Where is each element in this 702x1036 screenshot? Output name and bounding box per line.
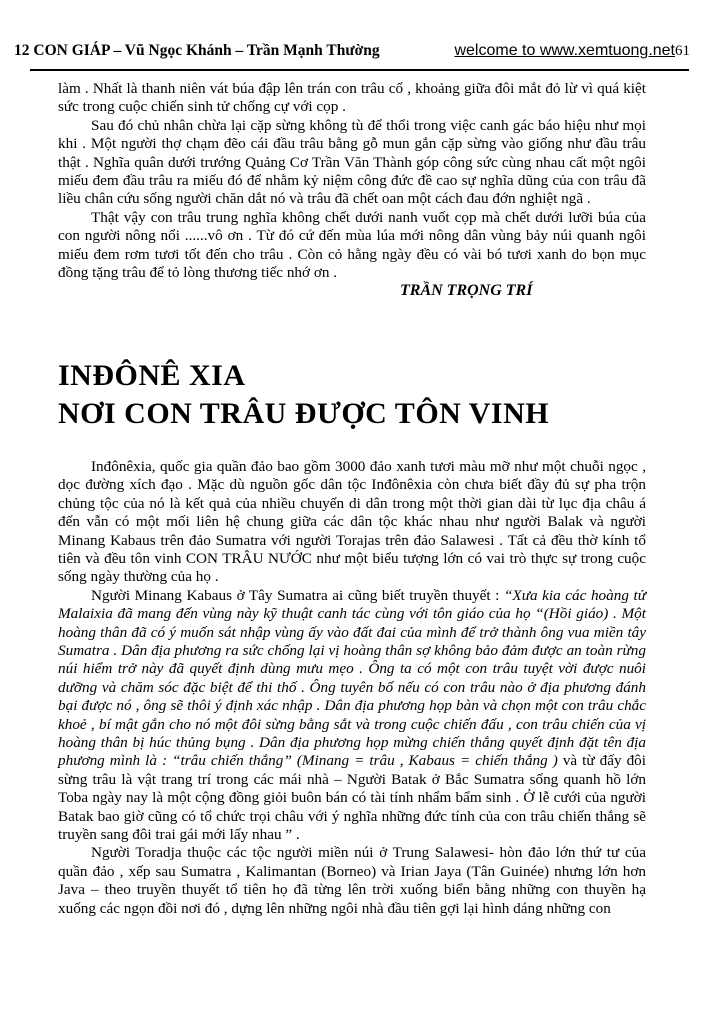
author-signature: TRẦN TRỌNG TRÍ	[400, 282, 533, 300]
legend-lead-text: Người Minang Kabaus ở Tây Sumatra ai cũng biết truyền thuyết :	[91, 586, 504, 604]
section-heading-line2: NƠI CON TRÂU ĐƯỢC TÔN VINH	[58, 396, 550, 430]
paragraph-minang-legend	[58, 587, 646, 845]
paragraph-toradja: Người Toradja thuộc các tộc người miền núi ở Trung Salawesi- hòn đảo lớn thứ tư của quần đảo , xếp sau Sumatra , Kalimantan (Borneo) và Irian Jaya (Tân Guinée) nhưng lớn hơn Java – theo truyền thuyết tổ tiên họ đã từng lên trời xuống biển bằng những con thuyền hạ xuống các ngọn đồi nơi đó , dựng lên những ngôi nhà đầu tiên gợi lại hình dáng những con	[58, 844, 646, 917]
section-heading	[58, 357, 646, 433]
page-body	[58, 80, 646, 918]
header-divider	[30, 69, 689, 71]
book-title: 12 CON GIÁP – Vũ Ngọc Khánh – Trần Mạnh Thường	[14, 42, 380, 59]
paragraph-story-3: Thật vậy con trâu trung nghĩa không chết dưới nanh vuốt cọp mà chết dưới lưỡi búa của con người nông nổi ......vô ơn . Từ đó cứ đến mùa lúa mới nông dân vùng bảy núi quanh ngôi miếu đem rơm tươi tốt đến cho trâu . Còn cỏ hằng ngày đều có vài bó tươi xanh do bọn mục đồng tặng trâu để tỏ lòng thương tiếc nhớ ơn .	[58, 208, 646, 282]
paragraph-story-continuation: làm . Nhất là thanh niên vát búa đập lên trán con trâu cổ , khoảng giữa đôi mắt đỏ lừ vì quá kiệt sức trong cuộc chiến sinh tử chống cự với cọp .	[58, 80, 646, 116]
header-right-group	[454, 42, 690, 60]
section-heading-line1: INĐÔNÊ XIA	[58, 358, 246, 392]
page-number: 61	[675, 43, 690, 59]
paragraph-indonesia-intro: Inđônêxia, quốc gia quần đảo bao gồm 3000 đảo xanh tươi màu mỡ như một chuỗi ngọc , dọc đường xích đạo . Mặc dù nguồn gốc dân tộc Inđônêxia còn chưa biết đầy đủ sự pha trộn chủng tộc của nó là kết quả của nhiều chuyến di dân trong một thời gian dài từ lục địa châu á đến vẫn có một mối liên hệ chung giữa các dân tộc khác nhau như người Balak và người Minang Kabaus trên đảo Sumatra với người Torajas trên đảo Salawesi . Tất cả đều thờ kính tổ tiên và đều tôn vinh CON TRÂU NƯỚC như một biểu tượng lớn có vai trò thực sự trong cuộc sống ngày thường của họ .	[58, 457, 646, 586]
paragraph-story-2: Sau đó chủ nhân chừa lại cặp sừng không tù để thổi trong việc canh gác báo hiệu như mọi khi . Một người thợ chạm đẽo cái đầu trâu bằng gỗ mun gắn cặp sừng vào giống như đầu trâu thật . Nghĩa quân dưới trướng Quảng Cơ Trần Văn Thành góp công sức cùng nhau cất một ngôi miếu đem đầu trâu ra miếu đó để nhằm kỷ niệm công đức đề cao sự nghĩa dũng của con trâu đã liều chân cứu sống người chăn dắt nó và trâu đã chết oan một cách đau đớn nghiệt ngã .	[58, 116, 646, 208]
legend-quote-text: “Xưa kia các hoàng tử Malaixia đã mang đến vùng này kỹ thuật canh tác cùng với tôn giáo của họ “(Hồi giáo) . Một hoàng thân đã có ý muốn sát nhập vùng ấy vào đất đai của mình để trở thành ông vua miền tây Sumatra . Dân địa phương ra sức chống lại vị hoàng thân sợ không bảo đảm được an toàn rừng núi hiểm trở này đã quyết định dùng mưu mẹo . Ông ta có một con trâu tuyệt vời được nuôi dưỡng và chăm sóc đặc biệt để thi thố . Ông tuyên bố nếu có con trâu nào ở địa phương đánh bại được nó , ông sẽ thôi ý định xác nhập . Dân địa phương họp bàn và chọn một con trâu chắc khoẻ , bí mật gắn cho nó một đôi sừng bằng sắt và trong cuộc chiến đấu , con trâu chiến của vị hoàng thân bị húc thủng bụng . Dân địa phương họp mừng chiến thắng quyết định đặt tên địa phương mình là : “trâu chiến thắng” (Minang = trâu , Kabaus = chiến thắng )	[58, 586, 646, 770]
document-page	[0, 42, 702, 1036]
legend-tail-text: và từ đấy đôi sừng trâu là vật trang trí trong các mái nhà – Người Batak ở Bắc Sumatra sống quanh hồ lớn Toba ngày nay là một cộng đồng giỏi buôn bán có tài tính nhẩm bẩm sinh . Ở lễ cưới của người Batak bao giờ cũng có tổ chức trọi châu với ý nghĩa những đức tính của con trâu chiến thắng sẽ truyền sang đôi trai gái mới lấy nhau ” .	[58, 752, 646, 843]
website-link[interactable]: welcome to www.xemtuong.net	[454, 42, 675, 59]
page-header	[14, 42, 690, 60]
